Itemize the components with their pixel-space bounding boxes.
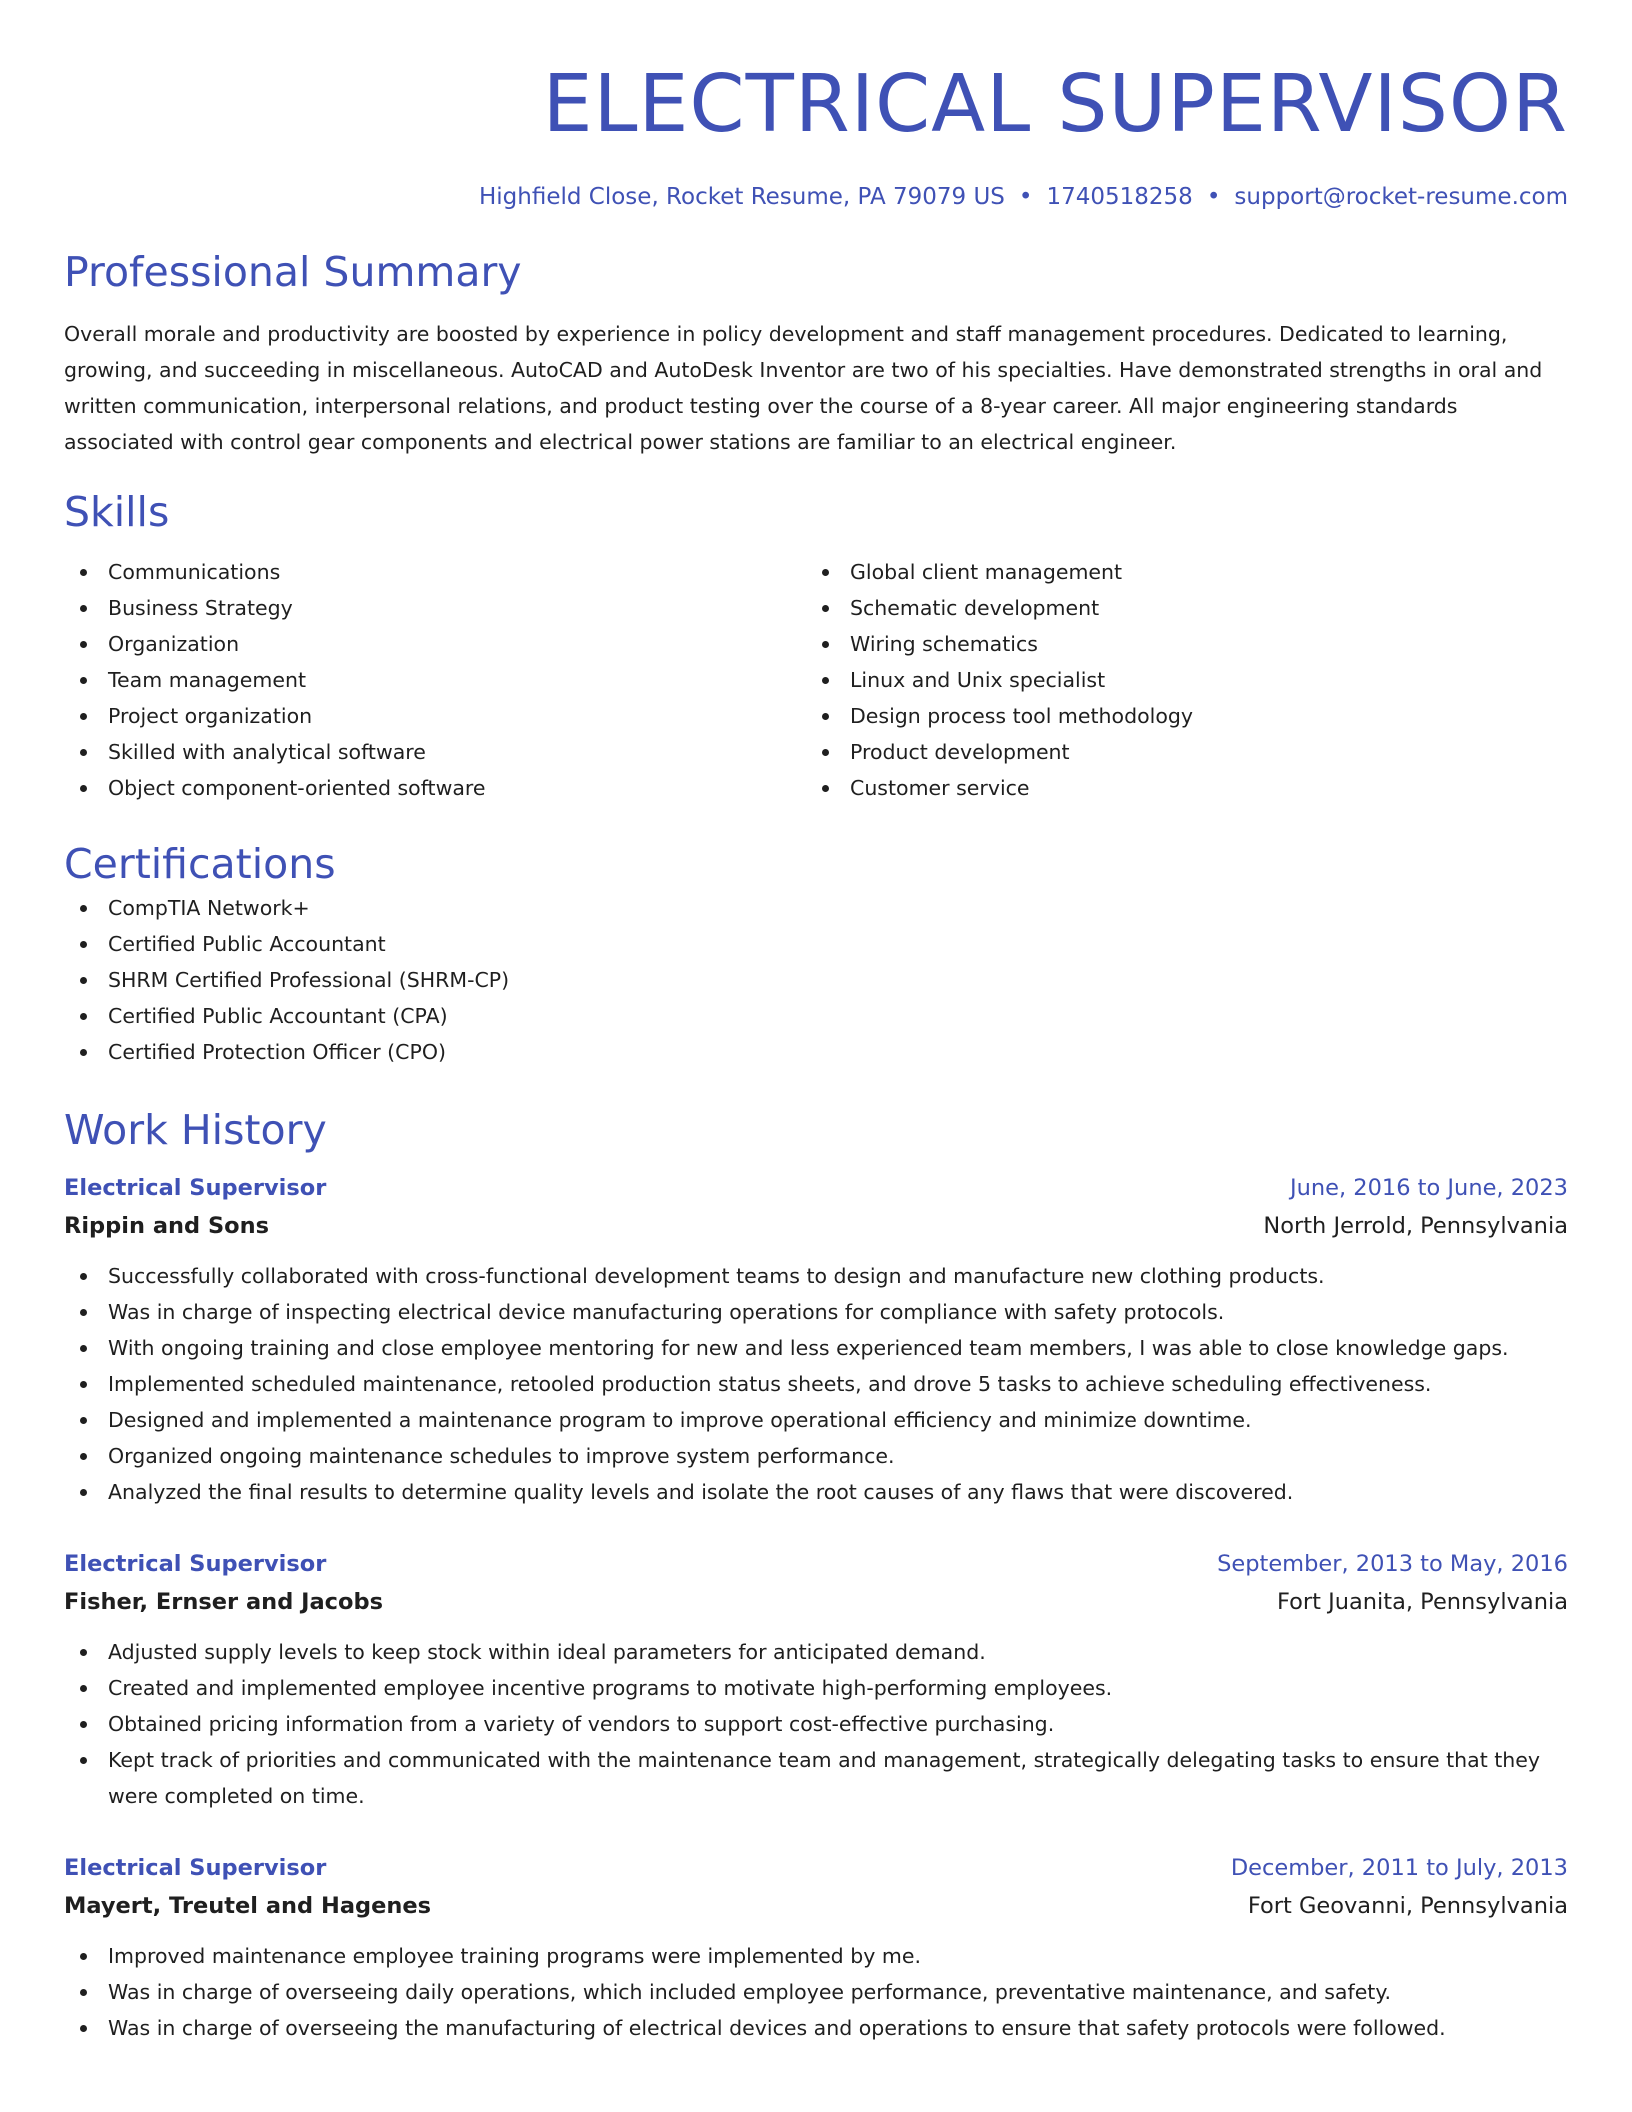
skills-heading: Skills xyxy=(64,488,170,536)
skill-item xyxy=(806,554,1548,590)
bullet-icon xyxy=(80,1757,87,1764)
skills-list-left xyxy=(64,554,806,806)
job-bullet xyxy=(64,1474,1568,1510)
job-bullet-text: Was in charge of overseeing the manufacturing of electrical devices and operations to ensure that safety protocols were followed. xyxy=(108,2016,1446,2040)
job-bullet xyxy=(64,1974,1568,2010)
certification-item-text: Certified Public Accountant xyxy=(108,932,386,956)
job-bullet xyxy=(64,1402,1568,1438)
summary-text: Overall morale and productivity are boosted by experience in policy development and staff management procedures. Dedicated to learning, growing, and succeeding in miscellaneous. AutoCAD and AutoDesk Inventor are two of his specialties. Have demonstrated strengths in oral and written communication, interpersonal relations, and product testing over the course of a 8-year career. All major engineering standards associated with control gear components and electrical power stations are familiar to an electrical engineer. xyxy=(64,322,1543,454)
job-header xyxy=(64,1850,1568,1886)
bullet-icon xyxy=(822,713,829,720)
skills-list-right xyxy=(806,554,1548,806)
job-entry xyxy=(64,1546,1568,1814)
skill-item-text: Customer service xyxy=(850,776,1030,800)
skill-item xyxy=(806,698,1548,734)
bullet-icon xyxy=(822,641,829,648)
job-bullet xyxy=(64,1438,1568,1474)
job-dates: September, 2013 to May, 2016 xyxy=(1217,1551,1568,1577)
certifications-list xyxy=(64,890,1568,1070)
job-bullet-text: Created and implemented employee incentive programs to motivate high-performing employees. xyxy=(108,1676,1113,1700)
job-title: Electrical Supervisor xyxy=(64,1855,327,1881)
skill-item-text: Schematic development xyxy=(850,596,1100,620)
skill-item xyxy=(64,662,806,698)
skill-item-text: Project organization xyxy=(108,704,313,728)
job-bullet xyxy=(64,1938,1568,1974)
certification-item xyxy=(64,890,1568,926)
job-subheader xyxy=(64,1886,1568,1926)
job-bullet xyxy=(64,1742,1568,1814)
bullet-icon xyxy=(80,1417,87,1424)
job-bullet xyxy=(64,1634,1568,1670)
job-bullets xyxy=(64,1938,1568,2046)
skill-item xyxy=(806,590,1548,626)
certifications-heading: Certifications xyxy=(64,840,336,888)
job-bullet xyxy=(64,1366,1568,1402)
skill-item xyxy=(806,626,1548,662)
certification-item-text: SHRM Certified Professional (SHRM-CP) xyxy=(108,968,510,992)
job-dates: June, 2016 to June, 2023 xyxy=(1289,1175,1568,1201)
certification-item-text: Certified Public Accountant (CPA) xyxy=(108,1004,448,1028)
skill-item-text: Global client management xyxy=(850,560,1123,584)
job-bullet-text: Was in charge of overseeing daily operations, which included employee performance, preventative maintenance, and safety. xyxy=(108,1980,1392,2004)
bullet-icon xyxy=(80,1453,87,1460)
bullet-icon xyxy=(80,749,87,756)
contact-phone: 1740518258 xyxy=(1046,184,1193,210)
job-bullet-text: Kept track of priorities and communicated with the maintenance team and management, strategically delegating tasks to ensure that they were completed on time. xyxy=(108,1748,1541,1808)
job-bullet-text: Obtained pricing information from a variety of vendors to support cost-effective purchasing. xyxy=(108,1712,1055,1736)
skill-item-text: Team management xyxy=(108,668,307,692)
job-header xyxy=(64,1170,1568,1206)
job-bullet xyxy=(64,1670,1568,1706)
bullet-icon xyxy=(80,641,87,648)
bullet-icon xyxy=(80,1685,87,1692)
resume-title: ELECTRICAL SUPERVISOR xyxy=(542,58,1568,150)
bullet-icon xyxy=(822,677,829,684)
job-title: Electrical Supervisor xyxy=(64,1175,327,1201)
bullet-icon xyxy=(80,1309,87,1316)
bullet-icon xyxy=(80,905,87,912)
bullet-icon xyxy=(80,1989,87,1996)
bullet-icon xyxy=(80,1953,87,1960)
bullet-icon xyxy=(80,677,87,684)
job-bullet-text: Was in charge of inspecting electrical device manufacturing operations for compliance with safety protocols. xyxy=(108,1300,1225,1324)
bullet-icon xyxy=(80,1489,87,1496)
bullet-icon xyxy=(822,785,829,792)
certification-item xyxy=(64,1034,1568,1070)
job-bullet xyxy=(64,1294,1568,1330)
bullet-icon xyxy=(80,785,87,792)
skill-item xyxy=(64,590,806,626)
skill-item xyxy=(64,734,806,770)
skill-item-text: Skilled with analytical software xyxy=(108,740,426,764)
bullet-icon xyxy=(822,569,829,576)
resume-page xyxy=(64,0,1568,2046)
job-company: Mayert, Treutel and Hagenes xyxy=(64,1893,432,1919)
certification-item-text: Certified Protection Officer (CPO) xyxy=(108,1040,446,1064)
job-bullets xyxy=(64,1634,1568,1814)
bullet-icon xyxy=(80,977,87,984)
job-entry xyxy=(64,1170,1568,1510)
skill-item-text: Object component-oriented software xyxy=(108,776,486,800)
job-location: Fort Juanita, Pennsylvania xyxy=(1276,1589,1568,1615)
job-bullet-text: Adjusted supply levels to keep stock within ideal parameters for anticipated demand. xyxy=(108,1640,986,1664)
job-entry xyxy=(64,1850,1568,2046)
bullet-icon xyxy=(80,1049,87,1056)
summary-heading: Professional Summary xyxy=(64,248,522,296)
skill-item xyxy=(806,734,1548,770)
skill-item-text: Design process tool methodology xyxy=(850,704,1194,728)
bullet-icon xyxy=(80,941,87,948)
bullet-icon xyxy=(80,1381,87,1388)
job-bullet-text: Analyzed the final results to determine quality levels and isolate the root causes of any flaws that were discovered. xyxy=(108,1480,1294,1504)
skill-item-text: Linux and Unix specialist xyxy=(850,668,1106,692)
job-bullet xyxy=(64,1706,1568,1742)
job-header xyxy=(64,1546,1568,1582)
job-subheader xyxy=(64,1206,1568,1246)
job-bullet-text: Implemented scheduled maintenance, retooled production status sheets, and drove 5 tasks to achieve scheduling effectiveness. xyxy=(108,1372,1432,1396)
skills-column-right xyxy=(806,554,1548,806)
bullet-icon xyxy=(80,713,87,720)
job-location: North Jerrold, Pennsylvania xyxy=(1263,1213,1568,1239)
bullet-icon xyxy=(80,1013,87,1020)
skill-item xyxy=(806,770,1548,806)
skill-item-text: Organization xyxy=(108,632,240,656)
certification-item xyxy=(64,998,1568,1034)
job-title: Electrical Supervisor xyxy=(64,1551,327,1577)
skill-item-text: Wiring schematics xyxy=(850,632,1038,656)
skill-item xyxy=(64,626,806,662)
skill-item xyxy=(806,662,1548,698)
skill-item xyxy=(64,770,806,806)
job-bullet xyxy=(64,2010,1568,2046)
job-bullet-text: Successfully collaborated with cross-functional development teams to design and manufacture new clothing products. xyxy=(108,1264,1325,1288)
contact-address: Highfield Close, Rocket Resume, PA 79079 US xyxy=(478,184,1005,210)
bullet-icon xyxy=(80,1649,87,1656)
bullet-icon xyxy=(80,605,87,612)
job-bullet-text: Designed and implemented a maintenance program to improve operational efficiency and minimize downtime. xyxy=(108,1408,1252,1432)
job-bullet xyxy=(64,1330,1568,1366)
skill-item xyxy=(64,554,806,590)
skill-item-text: Communications xyxy=(108,560,281,584)
certification-item xyxy=(64,926,1568,962)
bullet-icon xyxy=(80,1721,87,1728)
certification-item xyxy=(64,962,1568,998)
skills-column-left xyxy=(64,554,806,806)
contact-separator: • xyxy=(1018,184,1033,210)
work-history-heading: Work History xyxy=(64,1106,327,1154)
job-bullets xyxy=(64,1258,1568,1510)
job-company: Fisher, Ernser and Jacobs xyxy=(64,1589,383,1615)
contact-separator: • xyxy=(1206,184,1221,210)
job-bullet-text: Organized ongoing maintenance schedules to improve system performance. xyxy=(108,1444,895,1468)
job-bullet xyxy=(64,1258,1568,1294)
bullet-icon xyxy=(80,1345,87,1352)
job-location: Fort Geovanni, Pennsylvania xyxy=(1247,1893,1568,1919)
job-dates: December, 2011 to July, 2013 xyxy=(1230,1855,1568,1881)
job-bullet-text: With ongoing training and close employee mentoring for new and less experienced team members, I was able to close knowledge gaps. xyxy=(108,1336,1509,1360)
certification-item-text: CompTIA Network+ xyxy=(108,896,310,920)
contact-email[interactable]: support@rocket-resume.com xyxy=(1234,184,1568,210)
contact-line xyxy=(64,182,1568,212)
skill-item xyxy=(64,698,806,734)
bullet-icon xyxy=(822,605,829,612)
bullet-icon xyxy=(80,569,87,576)
job-subheader xyxy=(64,1582,1568,1622)
skill-item-text: Business Strategy xyxy=(108,596,293,620)
skill-item-text: Product development xyxy=(850,740,1070,764)
skills-grid xyxy=(64,554,1568,806)
job-company: Rippin and Sons xyxy=(64,1213,270,1239)
bullet-icon xyxy=(80,1273,87,1280)
bullet-icon xyxy=(822,749,829,756)
job-bullet-text: Improved maintenance employee training programs were implemented by me. xyxy=(108,1944,921,1968)
bullet-icon xyxy=(80,2025,87,2032)
